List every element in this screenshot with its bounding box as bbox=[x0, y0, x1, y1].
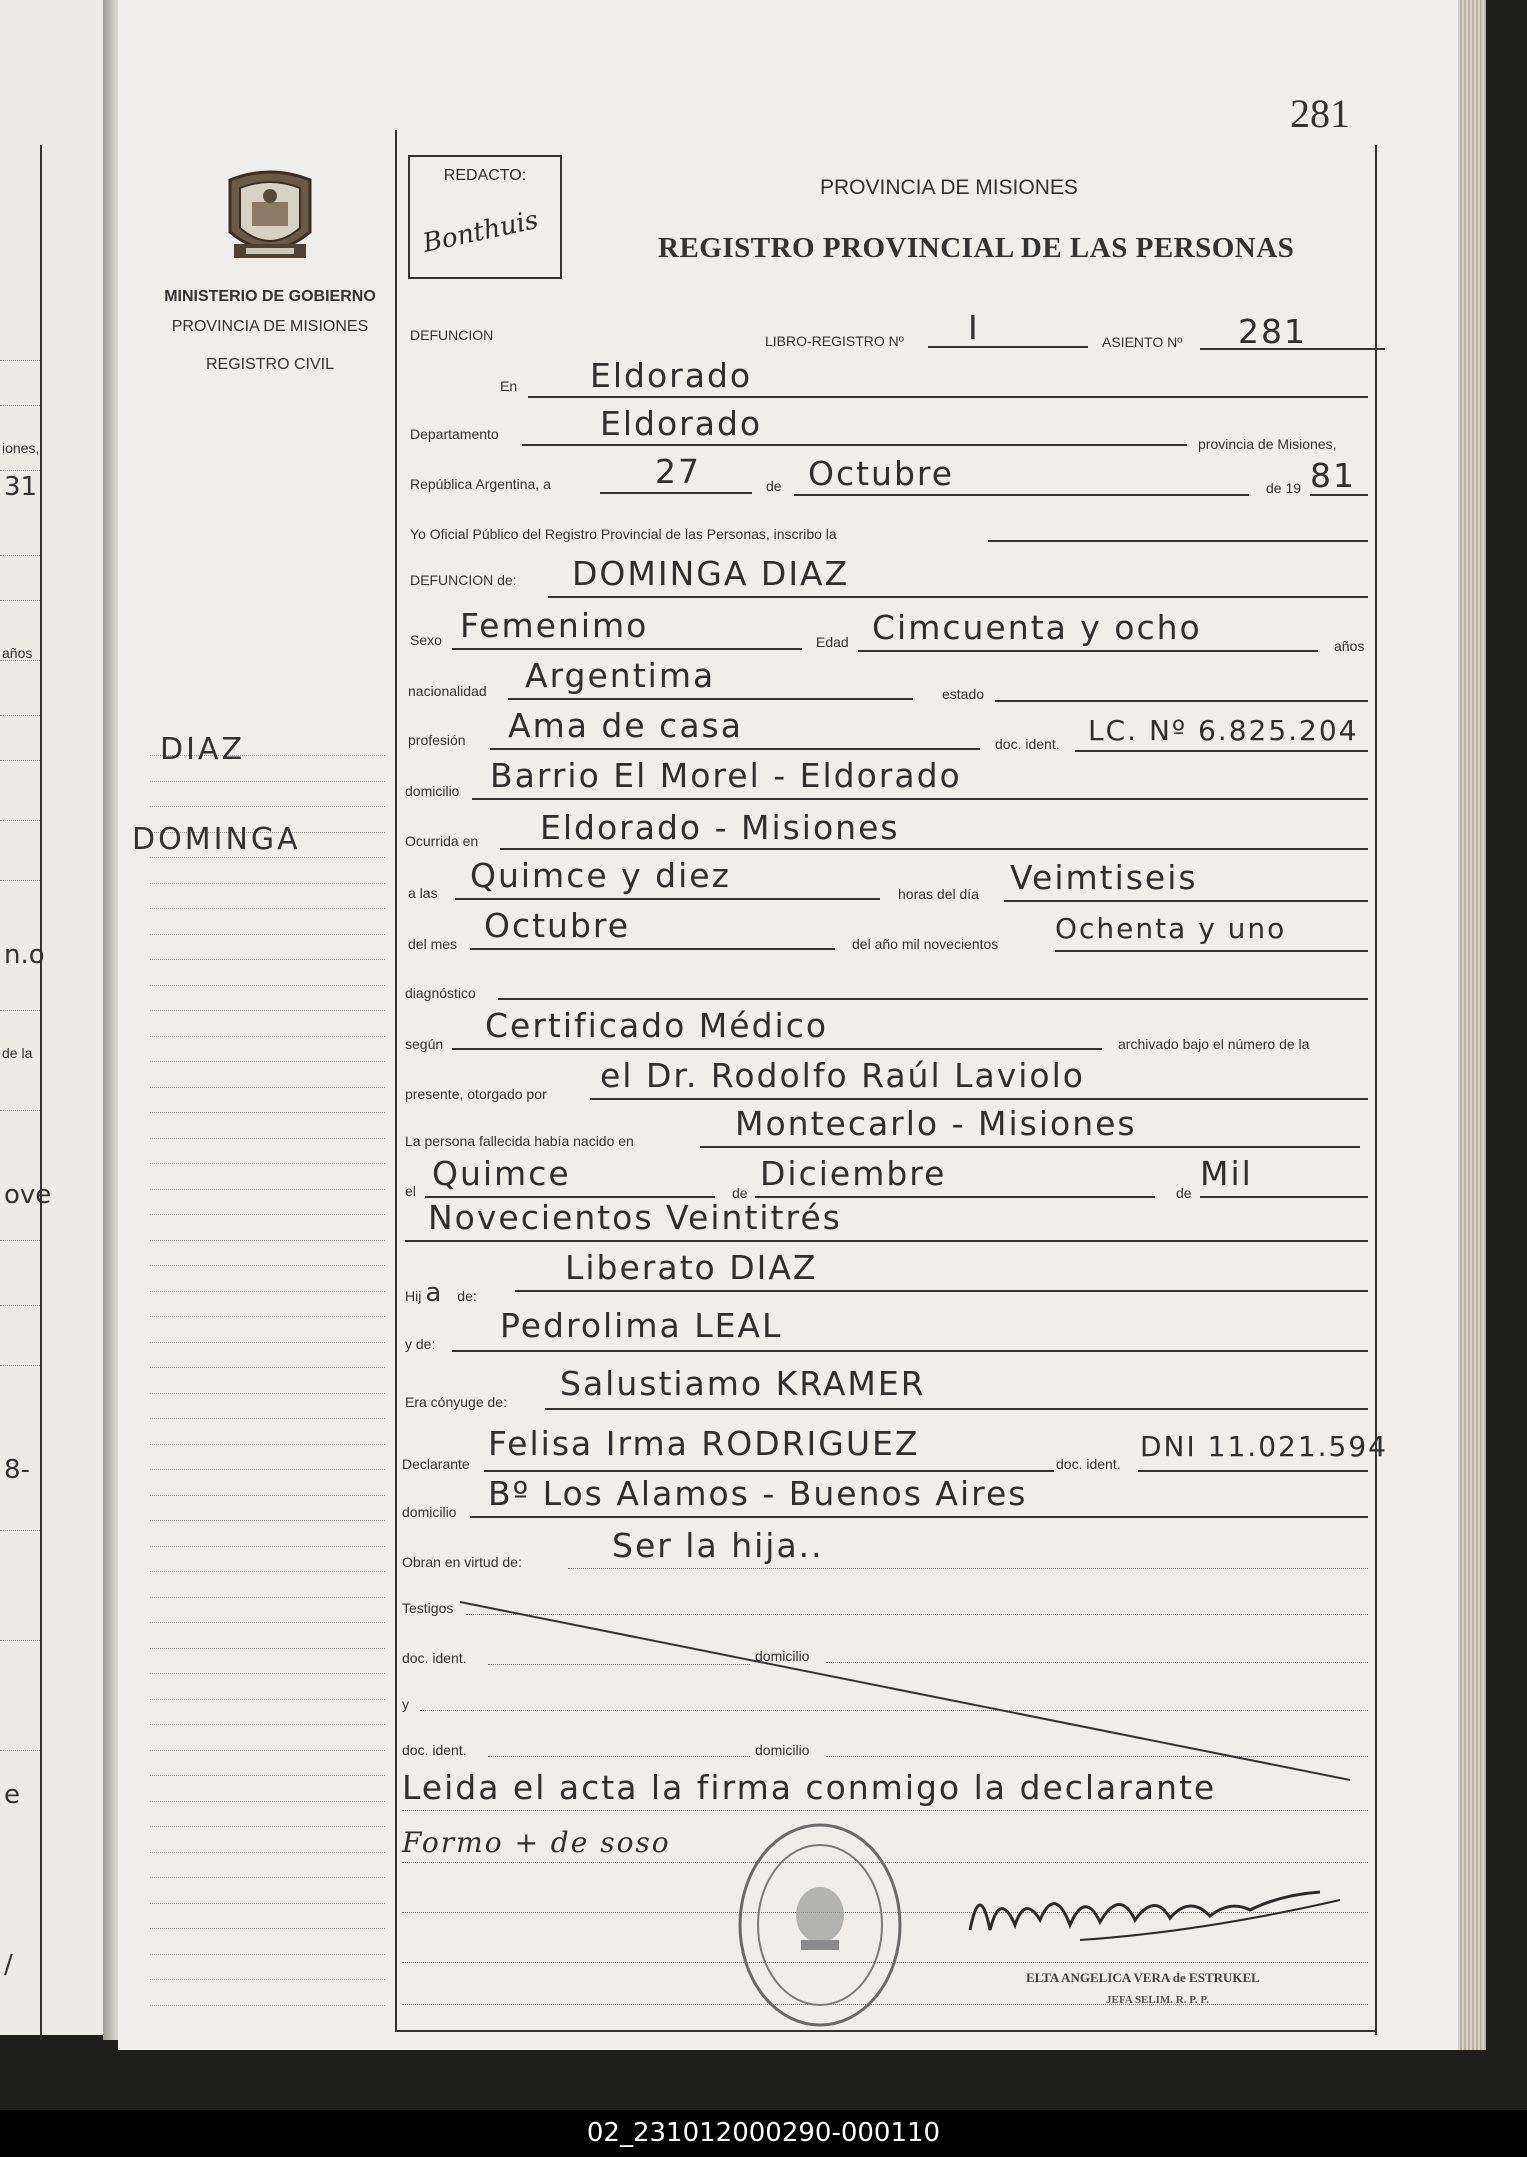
el-value: Quimce bbox=[432, 1154, 571, 1193]
mes-value: Octubre bbox=[808, 454, 955, 493]
de3-label: de bbox=[1176, 1185, 1192, 1201]
margin-ruled-line bbox=[150, 1546, 385, 1547]
left-page-line bbox=[0, 1365, 40, 1366]
signature-icon bbox=[960, 1870, 1350, 1960]
domicilio-line bbox=[472, 798, 1368, 800]
yo-oficial-line bbox=[988, 540, 1368, 542]
margin-ruled-line bbox=[150, 1036, 385, 1037]
margin-ruled-line bbox=[150, 883, 385, 884]
act-type-label: DEFUNCION bbox=[410, 327, 494, 343]
hija-label bbox=[405, 1278, 477, 1308]
dia-line bbox=[600, 492, 752, 494]
en-label: En bbox=[500, 378, 518, 394]
margin-ruled-line bbox=[150, 985, 385, 986]
left-page-line bbox=[0, 555, 40, 556]
margin-ruled-line bbox=[150, 1673, 385, 1674]
sexo-label: Sexo bbox=[410, 632, 442, 648]
delmes-line bbox=[470, 948, 835, 950]
official-name: ELTA ANGELICA VERA de ESTRUKEL bbox=[1026, 1970, 1260, 1985]
left-page-fragment: e bbox=[4, 1780, 20, 1810]
horas-label: horas del día bbox=[898, 886, 979, 902]
left-page-line bbox=[0, 470, 40, 471]
presente-label: presente, otorgado por bbox=[405, 1086, 547, 1102]
margin-ruled-line bbox=[150, 1495, 385, 1496]
t-doc-label: doc. ident. bbox=[402, 1650, 467, 1666]
profesion-label: profesión bbox=[408, 732, 466, 748]
doc-ident-line bbox=[1075, 750, 1368, 752]
diagnostico-line bbox=[498, 998, 1368, 1000]
margin-ruled-line bbox=[150, 1240, 385, 1241]
republica-label: República Argentina, a bbox=[410, 476, 551, 492]
asiento-label: ASIENTO Nº bbox=[1102, 334, 1183, 350]
margin-ruled-line bbox=[150, 934, 385, 935]
margin-ruled-line bbox=[150, 1418, 385, 1419]
margin-ruled-line bbox=[150, 1801, 385, 1802]
left-page-fragment: / bbox=[4, 1950, 13, 1980]
margin-ruled-line bbox=[150, 1214, 385, 1215]
nacido-value: Montecarlo - Misiones bbox=[735, 1104, 1137, 1143]
decl-domicilio-label: domicilio bbox=[402, 1504, 457, 1520]
sexo-value: Femenimo bbox=[460, 606, 649, 645]
yo-oficial-text: Yo Oficial Público del Registro Provincial de las Personas, inscribo la bbox=[410, 526, 837, 542]
asiento-value: 281 bbox=[1238, 312, 1307, 351]
left-page bbox=[0, 0, 107, 2035]
margin-ruled-line bbox=[150, 857, 385, 858]
ocurrida-value: Eldorado - Misiones bbox=[540, 808, 900, 847]
decl-doc-line bbox=[1138, 1470, 1368, 1472]
left-page-fragment: n.o bbox=[4, 940, 45, 970]
horas-line bbox=[1004, 900, 1368, 902]
left-page-line bbox=[0, 600, 40, 601]
margin-ruled-line bbox=[150, 2005, 385, 2006]
margin-ruled-line bbox=[150, 1010, 385, 1011]
image-caption: 02_231012000290-000110 bbox=[586, 2118, 941, 2148]
form-frame-right bbox=[1375, 145, 1377, 2035]
declarante-line bbox=[484, 1470, 1054, 1472]
ocurrida-label: Ocurrida en bbox=[405, 833, 479, 849]
official-title: JEFA SELIM. R. P. P. bbox=[1106, 1994, 1209, 2006]
margin-ruled-line bbox=[150, 1954, 385, 1955]
libro-label: LIBRO-REGISTRO Nº bbox=[765, 333, 904, 349]
left-page-fragment: de la bbox=[2, 1045, 33, 1061]
closing-text-2: Formo + de soso bbox=[402, 1826, 671, 1859]
decl-doc-label: doc. ident. bbox=[1056, 1456, 1121, 1472]
caption-bar bbox=[0, 2110, 1527, 2157]
edad-value: Cimcuenta y ocho bbox=[872, 608, 1202, 647]
margin-ruled-line bbox=[150, 1316, 385, 1317]
margin-ruled-line bbox=[150, 1750, 385, 1751]
spouse-name: Salustiamo KRAMER bbox=[560, 1364, 926, 1403]
domicilio-value: Barrio El Morel - Eldorado bbox=[490, 756, 962, 795]
de19-label: de 19 bbox=[1266, 480, 1302, 496]
page-stack-edge bbox=[1458, 0, 1486, 2050]
segun-label: según bbox=[405, 1036, 444, 1052]
delanio-label: del año mil novecientos bbox=[852, 936, 999, 952]
provincial-seal-icon bbox=[222, 162, 318, 270]
redacto-box bbox=[408, 155, 562, 279]
left-page-fragment: ove bbox=[4, 1180, 52, 1210]
estado-line bbox=[995, 700, 1368, 702]
nacionalidad-line bbox=[508, 698, 913, 700]
alas-label: a las bbox=[408, 885, 438, 901]
redacto-label: REDACTO: bbox=[443, 167, 527, 184]
delanio-value: Ochenta y uno bbox=[1055, 912, 1287, 945]
margin-ruled-line bbox=[150, 1903, 385, 1904]
conyuge-line bbox=[545, 1408, 1368, 1410]
margin-ruled-line bbox=[150, 806, 385, 807]
left-page-line bbox=[0, 360, 40, 361]
margin-ruled-line bbox=[150, 1291, 385, 1292]
nacido-cont-line bbox=[405, 1240, 1368, 1242]
defuncion-de-label: DEFUNCION de: bbox=[410, 572, 517, 588]
sexo-line bbox=[452, 648, 802, 650]
de3-line bbox=[1200, 1196, 1368, 1198]
alas-line bbox=[455, 898, 880, 900]
margin-given-name: DOMINGA bbox=[132, 822, 301, 857]
margin-surname: DIAZ bbox=[160, 732, 246, 767]
margin-ruled-line bbox=[150, 1112, 385, 1113]
yde-label: y de: bbox=[405, 1336, 436, 1352]
de2-label: de bbox=[732, 1185, 748, 1201]
margin-ruled-line bbox=[150, 1852, 385, 1853]
official-stamp-icon bbox=[735, 1820, 905, 2030]
left-page-line bbox=[0, 760, 40, 761]
margin-ruled-line bbox=[150, 1699, 385, 1700]
left-page-fragment: iones, bbox=[2, 440, 40, 456]
anio-value: 81 bbox=[1310, 456, 1356, 495]
nacionalidad-label: nacionalidad bbox=[408, 683, 487, 699]
dia-value: 27 bbox=[655, 452, 701, 491]
margin-ruled-line bbox=[150, 1342, 385, 1343]
margin-ruled-line bbox=[150, 1597, 385, 1598]
left-page-line bbox=[0, 820, 40, 821]
testigos-label: Testigos bbox=[402, 1600, 454, 1616]
en-value: Eldorado bbox=[590, 356, 753, 395]
registry-title: REGISTRO PROVINCIAL DE LAS PERSONAS bbox=[658, 232, 1295, 264]
provincia-suffix: provincia de Misiones, bbox=[1198, 436, 1337, 452]
closing-text-1: Leida el acta la firma conmigo la declarante bbox=[402, 1768, 1217, 1807]
mes-line bbox=[794, 494, 1249, 496]
redacto-signature: Bonthuis bbox=[420, 205, 541, 259]
margin-ruled-line bbox=[150, 1138, 385, 1139]
margin-ruled-line bbox=[150, 1648, 385, 1649]
libro-line bbox=[928, 346, 1088, 348]
t2-doc-label: doc. ident. bbox=[402, 1742, 467, 1758]
left-page-line bbox=[0, 880, 40, 881]
de3-value: Mil bbox=[1200, 1154, 1253, 1193]
province-heading: PROVINCIA DE MISIONES bbox=[820, 176, 1078, 199]
hija-line bbox=[515, 1290, 1368, 1292]
departamento-line bbox=[522, 444, 1187, 446]
left-page-line bbox=[0, 1240, 40, 1241]
cancellation-stroke bbox=[460, 1600, 1360, 1785]
profesion-line bbox=[490, 748, 980, 750]
closing-line-1 bbox=[402, 1810, 1368, 1811]
left-page-fragment: años bbox=[2, 645, 33, 661]
margin-ruled-line bbox=[150, 1724, 385, 1725]
hija-label-suffix: a bbox=[425, 1278, 442, 1308]
estado-label: estado bbox=[942, 686, 985, 702]
departamento-value: Eldorado bbox=[600, 404, 763, 443]
edad-line bbox=[858, 650, 1318, 652]
obran-label: Obran en virtud de: bbox=[402, 1554, 522, 1570]
margin-ruled-line bbox=[150, 1061, 385, 1062]
obran-value: Ser la hija.. bbox=[612, 1526, 824, 1565]
yde-line bbox=[452, 1350, 1368, 1352]
margin-ruled-line bbox=[150, 781, 385, 782]
deceased-name: DOMINGA DIAZ bbox=[572, 554, 850, 593]
el-label: el bbox=[405, 1183, 416, 1199]
obran-line bbox=[568, 1568, 1368, 1569]
margin-ruled-line bbox=[150, 1469, 385, 1470]
margin-ruled-line bbox=[150, 959, 385, 960]
margin-ruled-line bbox=[150, 1189, 385, 1190]
nacido-label: La persona fallecida había nacido en bbox=[405, 1133, 634, 1149]
horas-value: Veimtiseis bbox=[1010, 858, 1198, 897]
edad-label: Edad bbox=[816, 634, 849, 650]
ocurrida-line bbox=[500, 848, 1368, 850]
left-page-line bbox=[0, 1750, 40, 1751]
segun-line bbox=[452, 1048, 1102, 1050]
margin-ruled-line bbox=[150, 1393, 385, 1394]
left-page-line bbox=[0, 1010, 40, 1011]
margin-ruled-line bbox=[150, 1444, 385, 1445]
decl-doc-value: DNI 11.021.594 bbox=[1140, 1430, 1388, 1463]
declarante-value: Felisa Irma RODRIGUEZ bbox=[488, 1424, 920, 1463]
margin-ruled-line bbox=[150, 1826, 385, 1827]
de-label: de bbox=[766, 478, 782, 494]
de2-value: Diciembre bbox=[760, 1154, 947, 1193]
hija-label-start: Hij bbox=[405, 1288, 422, 1304]
conyuge-label: Era cónyuge de: bbox=[405, 1394, 507, 1410]
delmes-value: Octubre bbox=[484, 906, 631, 945]
defuncion-de-line bbox=[548, 596, 1368, 598]
alas-value: Quimce y diez bbox=[470, 856, 731, 895]
margin-ruled-line bbox=[150, 1367, 385, 1368]
left-page-line bbox=[0, 1110, 40, 1111]
y-label: y bbox=[402, 1696, 409, 1712]
left-page-line bbox=[0, 1305, 40, 1306]
page-number: 281 bbox=[1290, 91, 1350, 136]
left-page-rule bbox=[40, 145, 42, 2040]
left-page-line bbox=[0, 405, 40, 406]
ministry-name: MINISTERIO DE GOBIERNO bbox=[164, 288, 376, 305]
margin-ruled-line bbox=[150, 908, 385, 909]
declarante-label: Declarante bbox=[402, 1456, 470, 1472]
margin-ruled-line bbox=[150, 1087, 385, 1088]
form-frame-bottom bbox=[395, 2030, 1377, 2032]
margin-ruled-line bbox=[150, 1775, 385, 1776]
decl-domicilio-line bbox=[470, 1516, 1368, 1518]
left-page-line bbox=[0, 1640, 40, 1641]
anios-label: años bbox=[1334, 638, 1365, 654]
margin-ruled-line bbox=[150, 1979, 385, 1980]
nacido-cont-value: Novecientos Veintitrés bbox=[428, 1198, 842, 1237]
margin-ruled-line bbox=[150, 1622, 385, 1623]
left-page-fragment: 31 bbox=[4, 472, 38, 502]
ministry-province: PROVINCIA DE MISIONES bbox=[171, 318, 369, 335]
mother-name: Pedrolima LEAL bbox=[500, 1306, 783, 1345]
father-name: Liberato DIAZ bbox=[565, 1248, 818, 1287]
doc-ident-value: LC. Nº 6.825.204 bbox=[1088, 714, 1359, 747]
profesion-value: Ama de casa bbox=[508, 706, 743, 745]
presente-value: el Dr. Rodolfo Raúl Laviolo bbox=[600, 1056, 1085, 1095]
decl-domicilio-value: Bº Los Alamos - Buenos Aires bbox=[488, 1474, 1028, 1513]
ministry-office: REGISTRO CIVIL bbox=[205, 356, 335, 373]
left-page-line bbox=[0, 1530, 40, 1531]
domicilio-label: domicilio bbox=[405, 783, 460, 799]
libro-value: I bbox=[968, 308, 980, 347]
presente-line bbox=[590, 1098, 1368, 1100]
margin-ruled-line bbox=[150, 1520, 385, 1521]
archivado-label: archivado bajo el número de la bbox=[1118, 1036, 1310, 1052]
delanio-line bbox=[1055, 950, 1368, 952]
margin-ruled-line bbox=[150, 1163, 385, 1164]
en-line bbox=[528, 396, 1368, 398]
segun-value: Certificado Médico bbox=[485, 1006, 829, 1045]
margin-ruled-line bbox=[150, 1571, 385, 1572]
t2-dom-label: domicilio bbox=[755, 1742, 810, 1758]
margin-ruled-line bbox=[150, 1265, 385, 1266]
nacido-line bbox=[700, 1146, 1360, 1148]
t-dom-label: domicilio bbox=[755, 1648, 810, 1664]
margin-ruled-line bbox=[150, 1877, 385, 1878]
departamento-label: Departamento bbox=[410, 426, 499, 442]
diagnostico-label: diagnóstico bbox=[405, 985, 476, 1001]
left-page-line bbox=[0, 715, 40, 716]
delmes-label: del mes bbox=[408, 936, 458, 952]
left-page-fragment: 8- bbox=[4, 1455, 30, 1485]
margin-ruled-line bbox=[150, 1928, 385, 1929]
nacionalidad-value: Argentima bbox=[525, 656, 716, 695]
hija-label-end: de: bbox=[457, 1288, 477, 1304]
form-frame-left bbox=[395, 130, 397, 2030]
doc-ident-label: doc. ident. bbox=[995, 736, 1060, 752]
